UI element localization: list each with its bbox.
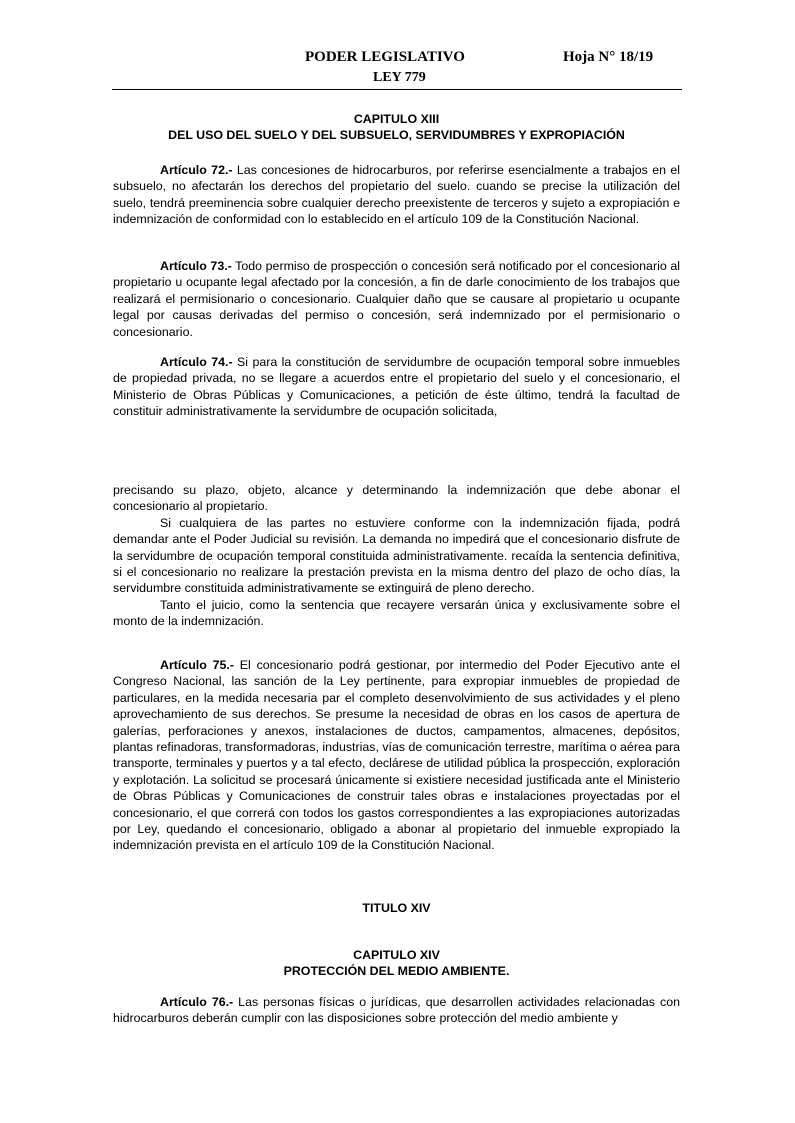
article-73-label: Artículo 73.- <box>160 259 232 273</box>
article-76-text: Las personas físicas o jurídicas, que desarrollen actividades relacionadas con hidrocarburos deberán cumplir con las disposiciones sobre protección del medio ambiente y <box>113 995 680 1026</box>
header-law-number: LEY 779 <box>373 70 426 85</box>
chapter-13-subtitle: DEL USO DEL SUELO Y DEL SUBSUELO, SERVIDUMBRES Y EXPROPIACIÓN <box>168 128 625 142</box>
article-74-paragraph <box>113 354 680 420</box>
article-75-paragraph <box>113 657 680 854</box>
article-73-text: Todo permiso de prospección o concesión será notificado por el concesionario al propietario u ocupante legal afectado por la concesión, a fin de darle conocimiento de los trabajos que realizará el permisionario o concesionario. Cualquier daño que se causare al propietario u ocupante legal por causas derivadas del permiso o concesión, será indemnizado por el permisionario o concesionario. <box>113 259 680 339</box>
article-76-label: Artículo 76.- <box>160 995 234 1009</box>
article-74-paragraph-3: Tanto el juicio, como la sentencia que recayere versarán única y exclusivamente sobre el monto de la indemnización. <box>113 597 680 629</box>
article-73 <box>113 258 680 340</box>
article-75 <box>113 657 680 854</box>
article-72-label: Artículo 72.- <box>160 163 233 177</box>
article-74-paragraph-2: Si cualquiera de las partes no estuviere conforme con la indemnización fijada, podrá demandar ante el Poder Judicial su revisión. La demanda no impedirá que el concesionario disfrute de la servidumbre de ocupación temporal constituida administrativamente. recaída la sentencia definitiva, si el concesionario no realizare la prestación prevista en la misma dentro del plazo de ocho días, la servidumbre constituida administrativamente se extinguirá de pleno derecho. <box>113 515 680 596</box>
article-72-paragraph <box>113 162 680 228</box>
article-72 <box>113 162 680 228</box>
header-title: PODER LEGISLATIVO <box>305 49 465 65</box>
article-72-text: Las concesiones de hidrocarburos, por referirse esencialmente a trabajos en el subsuelo, no afectarán los derechos del propietario del suelo. cuando se precise la utilización del suelo, tendrá preeminencia sobre cualquier derecho preexistente de terceros y sujeto a expropiación e indemnización de conformidad con lo establecido en el artículo 109 de la Constitución Nacional. <box>113 163 681 227</box>
article-75-text: El concesionario podrá gestionar, por intermedio del Poder Ejecutivo ante el Congreso Nacional, las sanción de la Ley pertinente, para expropiar inmuebles de propiedad de particulares, en la medida necesaria par el completo desenvolvimiento de sus actividades y el pleno aprovechamiento de sus derechos. Se presume la necesidad de obras en los casos de apertura de galerías, perforaciones y anexos, instalaciones de ductos, campamentos, almacenes, depósitos, plantas refinadoras, transformadoras, industrias, vías de comunicación terrestre, marítima o aérea para transporte, terminales y puertos y a tal efecto, declárese de utilidad pública la prospección, exploración y explotación. La solicitud se procesará únicamente si existiere necesidad justificada ante el Ministerio de Obras Públicas y Comunicaciones de construir tales obras e instalaciones proyectadas por el concesionario, el que correrá con todos los gastos correspondientes a las expropiaciones autorizadas por Ley, quedando el concesionario, obligado a abonar al propietario del inmueble expropiado la indemnización prevista en el artículo 109 de la Constitución Nacional. <box>113 658 681 853</box>
chapter-13-heading: CAPITULO XIII <box>353 112 440 126</box>
article-74-continued <box>113 482 680 630</box>
chapter-14-heading: CAPITULO XIV <box>353 948 440 962</box>
header-sheet-number: Hoja N° 18/19 <box>563 49 654 65</box>
article-74 <box>113 354 680 420</box>
article-73-paragraph <box>113 258 680 340</box>
article-76-paragraph <box>113 994 680 1027</box>
title-14-heading: TITULO XIV <box>362 901 431 915</box>
article-76 <box>113 994 680 1027</box>
article-74-label: Artículo 74.- <box>160 355 233 369</box>
article-74-continuation: precisando su plazo, objeto, alcance y determinando la indemnización que debe abonar el concesionario al propietario. <box>113 483 680 514</box>
article-75-label: Artículo 75.- <box>160 658 234 672</box>
chapter-14-subtitle: PROTECCIÓN DEL MEDIO AMBIENTE. <box>283 964 510 978</box>
article-74-text: Si para la constitución de servidumbre de ocupación temporal sobre inmuebles de propiedad privada, no se llegare a acuerdos entre el propietario del suelo y el concesionario, el Ministerio de Obras Públicas y Comunicaciones, a petición de éste último, tendrá la facultad de constituir administrativamente la servidumbre de ocupación solicitada, <box>113 355 681 419</box>
header-divider <box>112 89 682 90</box>
